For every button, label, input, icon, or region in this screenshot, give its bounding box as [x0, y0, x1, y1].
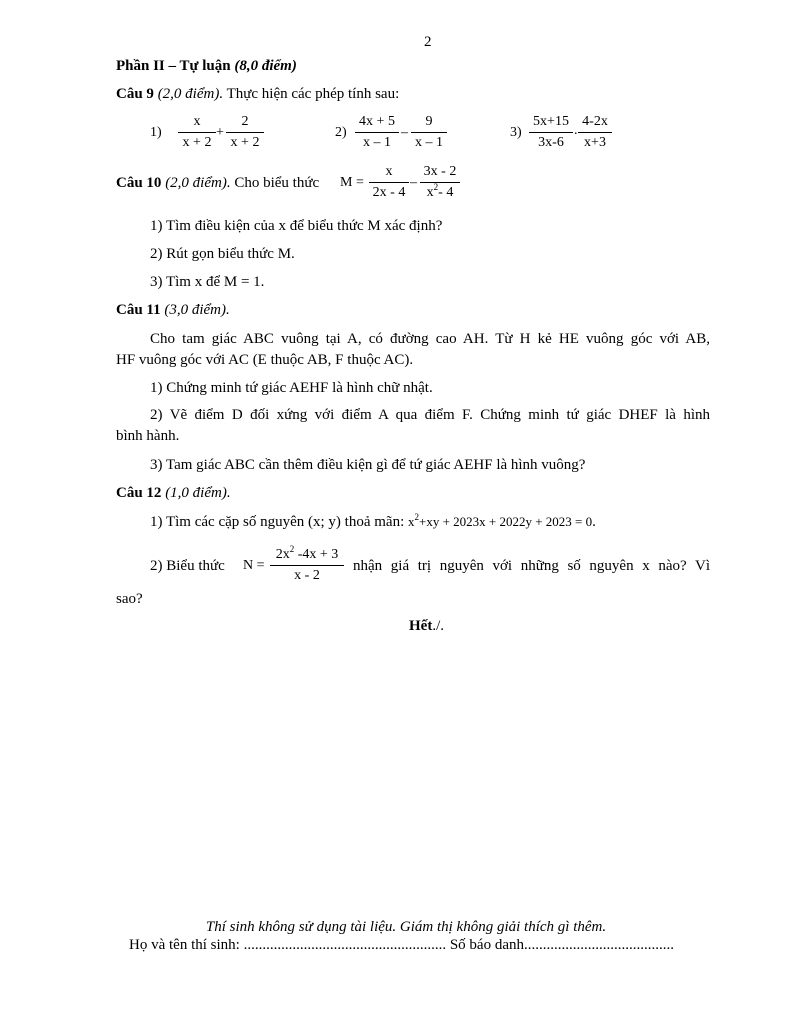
q10-item3: 3) Tìm x để M = 1.: [150, 274, 265, 290]
q10-item2: 2) Rút gọn biểu thức M.: [150, 246, 295, 262]
denominator: 3x-6: [538, 135, 564, 150]
numerator: 4-2x: [578, 114, 612, 133]
denominator: x - 2: [294, 568, 320, 583]
eq-rest: +xy + 2023x + 2022y + 2023 = 0: [418, 514, 593, 529]
den-exponent: 2: [433, 182, 439, 192]
q10-item1: 1) Tìm điều kiện của x để biểu thức M xác định?: [150, 218, 443, 234]
q10-operator: –: [410, 175, 417, 190]
q9-text: Thực hiện các phép tính sau:: [226, 86, 400, 102]
q12-item2-pre: 2) Biểu thức: [150, 558, 225, 574]
q12-item2-post: nhận giá trị nguyên với những số nguyên x nào? Vì: [353, 558, 710, 574]
q9-heading: [116, 85, 399, 103]
num-a: 2x: [275, 547, 290, 562]
end-mark-rest: ./.: [432, 618, 444, 634]
denominator: 2x - 4: [372, 185, 406, 200]
q9-item3-number: 3): [510, 125, 522, 140]
eq-base: x: [407, 514, 415, 529]
denominator: x+3: [584, 135, 606, 150]
q12-item2-lhs: N =: [243, 558, 265, 573]
denominator: x + 2: [230, 135, 260, 150]
q12-item1-end: .: [592, 514, 596, 530]
q11-intro-line2: HF vuông góc với AC (E thuộc AB, F thuộc AC).: [116, 352, 414, 368]
q11-item2-line2: bình hành.: [116, 428, 180, 444]
q10-lhs: M =: [340, 175, 364, 190]
q11-item3: 3) Tam giác ABC cần thêm điều kiện gì để tứ giác AEHF là hình vuông?: [150, 457, 586, 473]
numerator: 4x + 5: [355, 114, 399, 133]
numerator: [270, 544, 344, 566]
q9-item2-number: 2): [335, 125, 347, 140]
q12-label: Câu 12: [116, 485, 162, 501]
q9-item1-operator: +: [216, 125, 224, 140]
denominator: x + 2: [182, 135, 212, 150]
q9-item3-frac-a: [529, 114, 573, 151]
denominator: [420, 183, 460, 201]
q12-heading: [116, 484, 231, 502]
part-heading: [116, 57, 297, 75]
numerator: x: [178, 114, 216, 133]
q11-points: (3,0 điểm).: [164, 302, 230, 318]
q10-text: Cho biểu thức: [234, 175, 320, 191]
q10-points: (2,0 điểm).: [165, 175, 231, 191]
numerator: 3x - 2: [420, 164, 460, 183]
q11-heading: [116, 301, 230, 319]
denominator: x – 1: [415, 135, 443, 150]
footer-candidate-line: [129, 936, 674, 954]
q11-intro-line1: Cho tam giác ABC vuông tại A, có đường cao AH. Từ H kẻ HE vuông góc với AB,: [150, 331, 710, 347]
q10-label: Câu 10: [116, 175, 162, 191]
part-points: (8,0 điểm): [234, 58, 297, 74]
eq-exponent: 2: [414, 512, 419, 522]
den-rest: - 4: [438, 185, 454, 200]
numerator: x: [369, 164, 409, 183]
end-mark: [409, 617, 444, 635]
page-number: 2: [424, 34, 432, 50]
q9-item1-frac-b: [226, 114, 264, 151]
q9-item1-number: 1): [150, 125, 162, 140]
part-title: Phần II – Tự luận: [116, 58, 231, 74]
q12-item2-line2: sao?: [116, 591, 143, 607]
q9-points: (2,0 điểm).: [157, 86, 224, 102]
numerator: 9: [411, 114, 447, 133]
q10-frac-a: [369, 164, 409, 201]
candidate-name-field: Họ và tên thí sinh: ......................................................: [129, 937, 447, 953]
q9-item1-frac-a: [178, 114, 216, 151]
q9-item3-frac-b: [578, 114, 612, 151]
numerator: 2: [226, 114, 264, 133]
q11-item1: 1) Chứng minh tứ giác AEHF là hình chữ nhật.: [150, 380, 433, 396]
q12-item1-text: 1) Tìm các cặp số nguyên (x; y) thoả mãn:: [150, 514, 405, 530]
q11-label: Câu 11: [116, 302, 161, 318]
end-mark-bold: Hết: [409, 618, 433, 634]
footer-note: Thí sinh không sử dụng tài liệu. Giám thị không giải thích gì thêm.: [205, 919, 607, 935]
denominator: x – 1: [363, 135, 391, 150]
numerator: 5x+15: [529, 114, 573, 133]
q9-label: Câu 9: [116, 86, 154, 102]
q11-item2-line1: 2) Vẽ điểm D đối xứng với điểm A qua điểm F. Chứng minh tứ giác DHEF là hình: [150, 407, 710, 423]
q9-item2-frac-b: [411, 114, 447, 151]
q12-points: (1,0 điểm).: [165, 485, 231, 501]
q12-item1-equation: [408, 514, 592, 529]
q9-item3-operator: .: [574, 123, 578, 138]
den-base: x: [426, 185, 434, 200]
candidate-id-field: Số báo danh........................................: [449, 937, 674, 953]
q9-item2-frac-a: [355, 114, 399, 151]
q10-heading: [116, 174, 319, 192]
q12-item1: [150, 513, 596, 531]
q9-item2-operator: –: [401, 125, 408, 140]
q12-item2-fraction: [270, 544, 344, 584]
num-exponent: 2: [289, 544, 295, 554]
q10-frac-b: [420, 164, 460, 201]
num-b: -4x + 3: [297, 547, 339, 562]
